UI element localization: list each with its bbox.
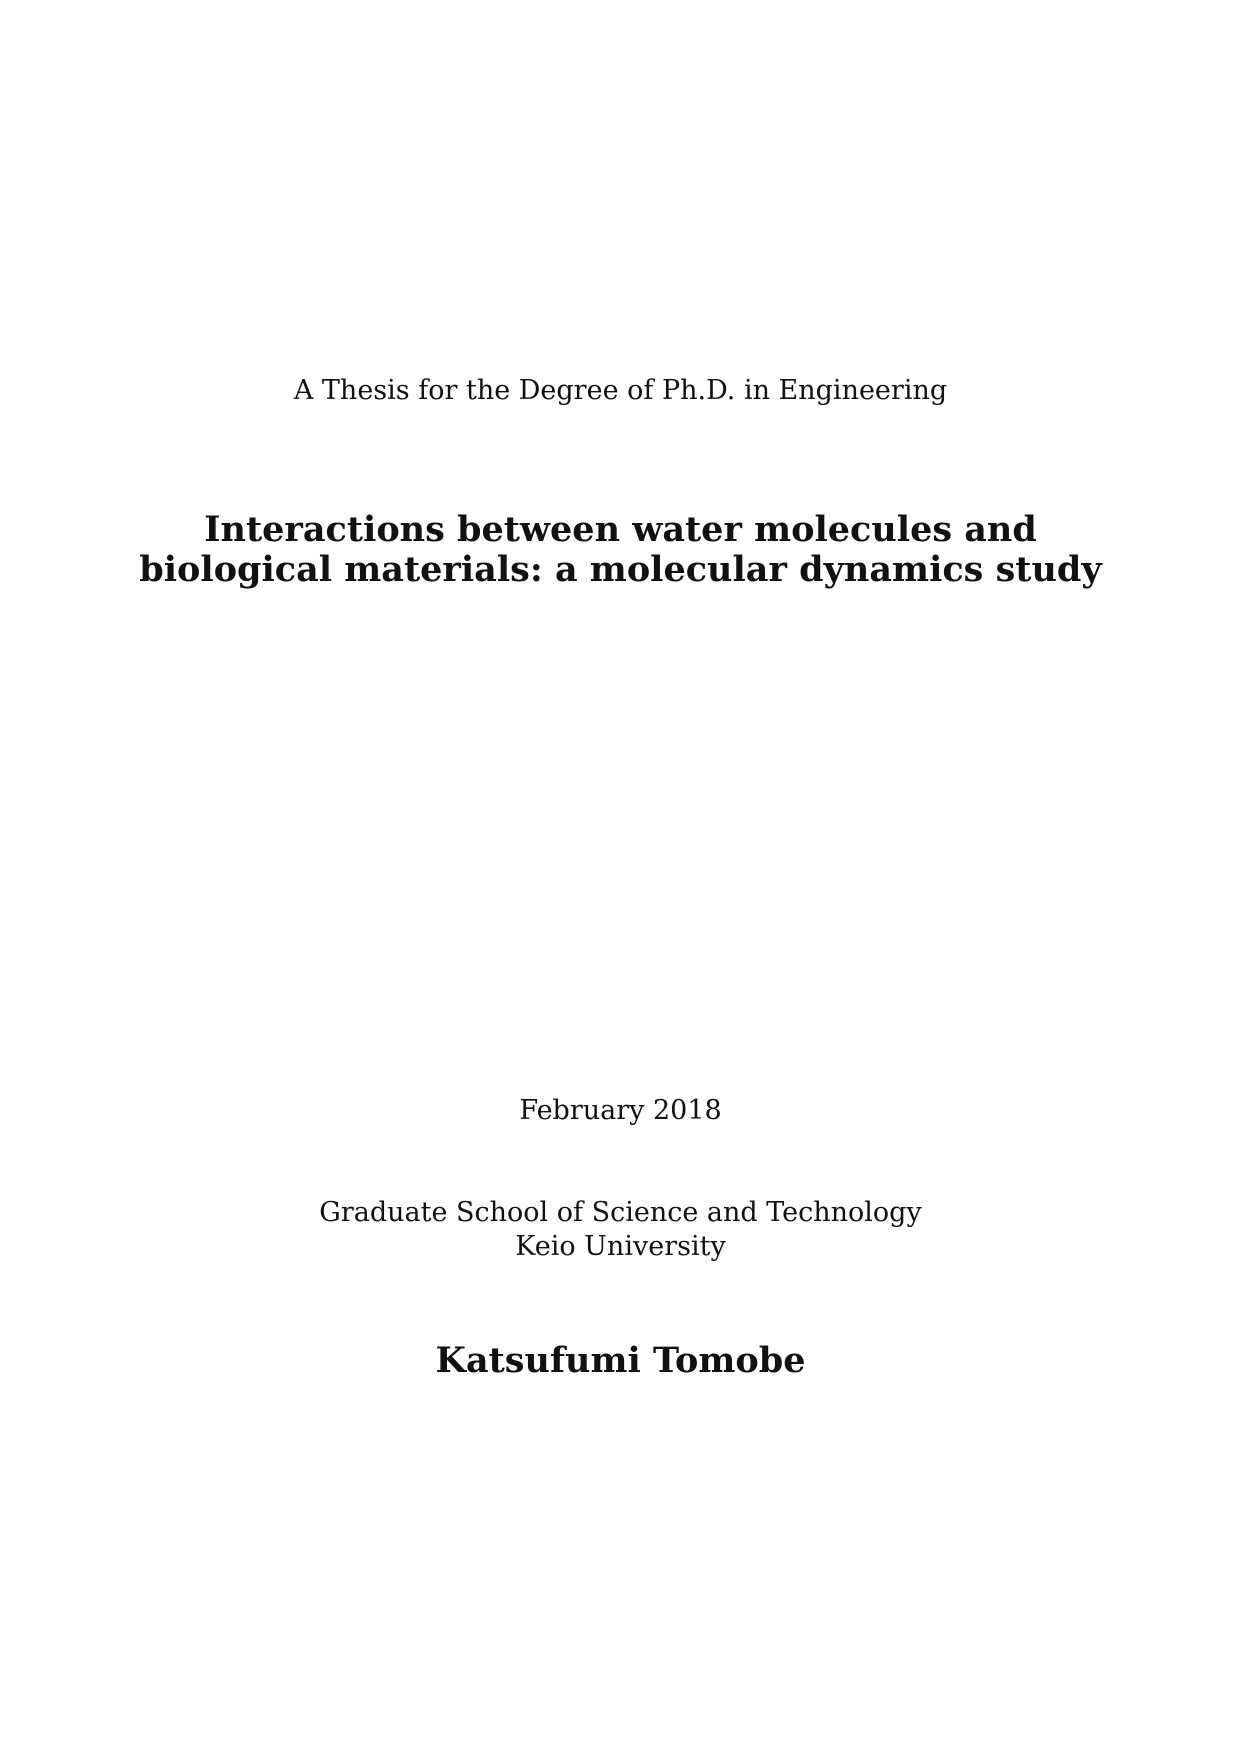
thesis-title-line-2: biological materials: a molecular dynamics study (139, 549, 1102, 590)
author-name: Katsufumi Tomobe (435, 1340, 806, 1381)
thesis-title (0, 510, 1241, 590)
institution-university: Keio University (515, 1231, 726, 1262)
thesis-title-line-1: Interactions between water molecules and (204, 509, 1037, 550)
institution (0, 1196, 1241, 1264)
submission-date: February 2018 (519, 1095, 722, 1126)
institution-school: Graduate School of Science and Technology (319, 1197, 922, 1228)
degree-statement: A Thesis for the Degree of Ph.D. in Engineering (293, 375, 948, 406)
